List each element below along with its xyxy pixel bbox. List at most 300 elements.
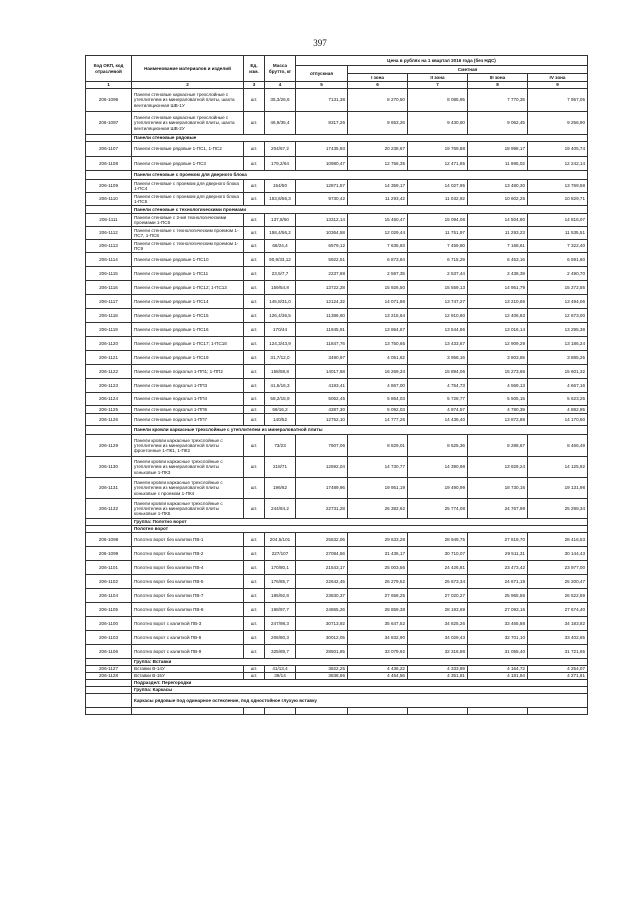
zone-3-price: 27 819,70 [468, 533, 528, 547]
item-unit: шт. [244, 603, 265, 617]
item-code: 206-1103 [86, 631, 132, 645]
item-mass: 68/24,4 [265, 240, 296, 253]
item-unit: шт. [244, 180, 265, 193]
page-number: 397 [313, 38, 327, 48]
table-row [86, 142, 588, 157]
zone-3-price: 33 465,88 [468, 617, 528, 631]
zone-3-price: 32 701,10 [468, 631, 528, 645]
price-table [85, 55, 588, 715]
item-name: Панели стеновые рядовые 1-ПС16 [132, 323, 244, 337]
zone-4-price: 7 322,40 [528, 240, 588, 253]
table-row [86, 435, 588, 457]
zone-3-price: 29 511,31 [468, 547, 528, 561]
zone-4-price: 6 591,60 [528, 253, 588, 267]
item-mass: 206/80,3 [265, 631, 296, 645]
zone-1-price: 26 279,52 [348, 575, 408, 589]
zone-4-price: 14 816,07 [528, 214, 588, 227]
zone-4-price: 15 601,32 [528, 365, 588, 379]
release-price: 10364,58 [296, 227, 348, 240]
zone-4-price: 5 623,25 [528, 393, 588, 406]
zone-3-price: 18 730,16 [468, 478, 528, 499]
item-code: 206-1110 [86, 193, 132, 206]
item-code: 206-1123 [86, 379, 132, 393]
blank-cell [408, 708, 468, 715]
item-mass: 73/23 [265, 435, 296, 457]
item-name: Панели стеновые подколья 1-ПП4 [132, 393, 244, 406]
zone-2-price: 12 471,85 [408, 157, 468, 171]
release-price: 21543,17 [296, 561, 348, 575]
zone-2-price: 9 430,60 [408, 112, 468, 135]
zone-3-price: 9 062,45 [468, 112, 528, 135]
release-price: 2237,88 [296, 267, 348, 281]
item-code: 206-1132 [86, 499, 132, 519]
release-price: 23830,37 [296, 589, 348, 603]
zone-2-price: 27 020,27 [408, 589, 468, 603]
release-price: 13312,14 [296, 214, 348, 227]
zone-1-price: 13 750,65 [348, 337, 408, 351]
blank-cell [244, 708, 265, 715]
release-price: 7607,06 [296, 435, 348, 457]
zone-4-price: 13 494,06 [528, 295, 588, 309]
header-name: Наименование материалов и изделий [132, 56, 244, 82]
item-mass: 159/54,8 [265, 281, 296, 295]
item-unit: шт. [244, 309, 265, 323]
zone-2-price: 4 351,81 [408, 673, 468, 680]
item-name: Панели стеновые подколья 1-ПП1; 1-ПП2 [132, 365, 244, 379]
item-unit: шт. [244, 673, 265, 680]
table-row [86, 561, 588, 575]
release-price: 11386,60 [296, 309, 348, 323]
zone-2-price: 8 085,95 [408, 89, 468, 112]
item-mass: 244/84,2 [265, 499, 296, 519]
zone-2-price: 14 390,98 [408, 457, 468, 478]
header-mass: Масса брутто, кг [265, 56, 296, 82]
item-mass: 154/50 [265, 180, 296, 193]
zone-3-price: 12 406,83 [468, 309, 528, 323]
zone-4-price: 4 667,16 [528, 379, 588, 393]
item-unit: шт. [244, 281, 265, 295]
zone-1-price: 19 951,19 [348, 478, 408, 499]
item-unit: шт. [244, 112, 265, 135]
item-code: 206-1131 [86, 478, 132, 499]
zone-2-price: 2 537,44 [408, 267, 468, 281]
zone-1-price: 35 647,52 [348, 617, 408, 631]
item-name: Полотно ворот без калитки ПВ-4 [132, 561, 244, 575]
zone-4-price: 13 186,24 [528, 337, 588, 351]
item-unit: шт. [244, 547, 265, 561]
column-number: 5 [296, 82, 348, 89]
item-unit: шт. [244, 617, 265, 631]
item-unit: шт. [244, 499, 265, 519]
item-name: Панели стеновые подколья 1-ПП3 [132, 379, 244, 393]
item-mass: 35,3/26,6 [265, 89, 296, 112]
zone-1-price: 33 079,92 [348, 645, 408, 659]
item-name: Панели кровли каркасные трехслойные с утеплителем из минераловатной плиты коньковые с проемом 1-ПК4 [132, 478, 244, 499]
blank-cell [265, 708, 296, 715]
table-row [86, 323, 588, 337]
release-price: 25532,06 [296, 533, 348, 547]
zone-3-price: 25 965,55 [468, 589, 528, 603]
item-code: 206-1130 [86, 457, 132, 478]
header-zone-4: IV зона [528, 74, 588, 82]
item-code: 206-1099 [86, 547, 132, 561]
release-price: 27084,56 [296, 547, 348, 561]
release-price: 12752,10 [296, 414, 348, 426]
zone-3-price: 23 473,42 [468, 561, 528, 575]
item-code: 206-1111 [86, 214, 132, 227]
zone-3-price: 4 780,39 [468, 406, 528, 414]
section-row [86, 526, 588, 533]
zone-4-price: 7 957,05 [528, 89, 588, 112]
table-row [86, 631, 588, 645]
item-unit: шт. [244, 253, 265, 267]
item-code: 206-1102 [86, 575, 132, 589]
release-price: 3822,25 [296, 666, 348, 673]
item-name: Панели стеновые подколья 1-ПП7 [132, 414, 244, 426]
section-code-cell [86, 659, 132, 666]
item-name: Полотно ворот с калиткой ПВ-9 [132, 645, 244, 659]
zone-1-price: 13 864,67 [348, 323, 408, 337]
table-row [86, 499, 588, 519]
zone-1-price: 4 867,00 [348, 379, 408, 393]
item-name: Полотно ворот без калитки ПВ-5 [132, 575, 244, 589]
zone-4-price: 4 882,95 [528, 406, 588, 414]
zone-4-price: 9 256,90 [528, 112, 588, 135]
zone-2-price: 19 490,99 [408, 478, 468, 499]
item-mass: 204,5/101 [265, 533, 296, 547]
zone-4-price: 4 271,61 [528, 673, 588, 680]
column-number: 8 [468, 82, 528, 89]
item-mass: 325/89,7 [265, 645, 296, 659]
section-title: Панели стеновые рядовые [132, 135, 588, 142]
item-unit: шт. [244, 227, 265, 240]
release-price: 7131,38 [296, 89, 348, 112]
section-code-cell [86, 680, 132, 687]
zone-3-price: 13 872,88 [468, 414, 528, 426]
zone-4-price: 15 272,55 [528, 281, 588, 295]
zone-3-price: 6 453,16 [468, 253, 528, 267]
zone-4-price: 11 535,51 [528, 227, 588, 240]
zone-2-price: 5 728,77 [408, 393, 468, 406]
zone-3-price: 13 016,14 [468, 323, 528, 337]
zone-3-price: 12 909,29 [468, 337, 528, 351]
item-mass: 218/71 [265, 457, 296, 478]
zone-3-price: 7 770,35 [468, 89, 528, 112]
item-mass: 170/44 [265, 323, 296, 337]
item-code: 206-1121 [86, 351, 132, 365]
section-code-cell [86, 694, 132, 708]
section-code-cell [86, 519, 132, 526]
zone-4-price: 8 466,49 [528, 435, 588, 457]
zone-2-price: 14 436,40 [408, 414, 468, 426]
zone-4-price: 14 170,50 [528, 414, 588, 426]
blank-cell [468, 708, 528, 715]
item-mass: 31,7/12,0 [265, 351, 296, 365]
zone-3-price: 3 803,65 [468, 351, 528, 365]
item-mass: 39/14 [265, 673, 296, 680]
item-code: 206-1105 [86, 603, 132, 617]
item-name: Панели стеновые рядовые 1-ПС3 [132, 157, 244, 171]
item-unit: шт. [244, 351, 265, 365]
zone-2-price: 13 433,67 [408, 337, 468, 351]
item-name: Панели стеновые рядовые 1-ПС12; 1-ПС13 [132, 281, 244, 295]
item-name: Панели стеновые рядовые 1-ПС10 [132, 253, 244, 267]
section-code-cell [86, 171, 132, 180]
zone-1-price: 34 832,90 [348, 631, 408, 645]
table-row [86, 478, 588, 499]
table-row [86, 112, 588, 135]
item-name: Панели стеновые каркасные трехслойные с утеплителем из минераловатной плиты, шахта вентиляционная ШВ-2У [132, 112, 244, 135]
item-unit: шт. [244, 478, 265, 499]
item-mass: 158,4/56,2 [265, 227, 296, 240]
section-title: Панели стеновые с технологическими проемами [132, 206, 588, 214]
zone-1-price: 13 215,64 [348, 309, 408, 323]
section-title: Группа: Вставки [132, 659, 588, 666]
zone-2-price: 19 769,88 [408, 142, 468, 157]
zone-1-price: 16 269,34 [348, 365, 408, 379]
section-row [86, 206, 588, 214]
item-unit: шт. [244, 379, 265, 393]
section-code-cell [86, 135, 132, 142]
item-mass: 58,2/15,9 [265, 393, 296, 406]
item-name: Панели стеновые подколья 1-ПП6 [132, 406, 244, 414]
zone-2-price: 13 747,27 [408, 295, 468, 309]
zone-2-price: 4 974,57 [408, 406, 468, 414]
table-row [86, 157, 588, 171]
item-unit: шт. [244, 157, 265, 171]
table-row [86, 617, 588, 631]
section-row [86, 694, 588, 708]
section-code-cell [86, 206, 132, 214]
section-title: Подраздел: Перегородки [132, 680, 588, 687]
item-name: Панели стеновые каркасные трехслойные с утеплителем из минераловатной плиты, шахта вентиляционная ШВ-1У [132, 89, 244, 112]
header-release-price: отпускная [296, 66, 348, 82]
zone-3-price: 13 480,30 [468, 180, 528, 193]
zone-1-price: 9 653,26 [348, 112, 408, 135]
zone-3-price: 2 438,39 [468, 267, 528, 281]
section-row [86, 426, 588, 435]
zone-3-price: 8 288,67 [468, 435, 528, 457]
item-code: 206-1101 [86, 561, 132, 575]
item-name: Панели кровли каркасные трехслойные с утеплителем из минераловатной плиты фронтонные 1-ПК1, 1-ПК2 [132, 435, 244, 457]
zone-1-price: 15 926,50 [348, 281, 408, 295]
item-mass: 204/67,2 [265, 142, 296, 157]
item-unit: шт. [244, 142, 265, 157]
blank-cell [296, 708, 348, 715]
section-title: Каркасы рядовые под одинарное остекление, под одностойное глухую вставку [132, 694, 588, 708]
item-unit: шт. [244, 193, 265, 206]
release-price: 13722,28 [296, 281, 348, 295]
zone-3-price: 18 998,17 [468, 142, 528, 157]
item-unit: шт. [244, 533, 265, 547]
zone-4-price: 19 131,98 [528, 478, 588, 499]
column-number: 4 [265, 82, 296, 89]
item-name: Панели стеновые с проемом для дверного блока 1-ПС5 [132, 193, 244, 206]
item-name: Панели стеновые рядовые 1-ПС17; 1-ПС18 [132, 337, 244, 351]
release-price: 5922,51 [296, 253, 348, 267]
release-price: 9730,42 [296, 193, 348, 206]
table-row [86, 309, 588, 323]
zone-1-price: 14 777,26 [348, 414, 408, 426]
item-mass: 198/97,7 [265, 603, 296, 617]
header-zone-2: II зона [408, 74, 468, 82]
zone-1-price: 4 436,22 [348, 666, 408, 673]
release-price: 4387,30 [296, 406, 348, 414]
release-price: 11847,76 [296, 337, 348, 351]
table-row [86, 457, 588, 478]
zone-1-price: 20 238,67 [348, 142, 408, 157]
zone-2-price: 28 193,69 [408, 603, 468, 617]
item-name: Полотно ворот с калиткой ПВ-3 [132, 617, 244, 631]
zone-2-price: 25 673,34 [408, 575, 468, 589]
zone-3-price: 11 293,23 [468, 227, 528, 240]
item-code: 206-1124 [86, 393, 132, 406]
zone-2-price: 11 751,97 [408, 227, 468, 240]
item-code: 206-1129 [86, 435, 132, 457]
table-row [86, 214, 588, 227]
item-code: 206-1096 [86, 89, 132, 112]
item-code: 206-1107 [86, 142, 132, 157]
zone-4-price: 27 674,40 [528, 603, 588, 617]
zone-4-price: 3 885,25 [528, 351, 588, 365]
section-row [86, 659, 588, 666]
zone-4-price: 4 254,07 [528, 666, 588, 673]
zone-1-price: 7 635,93 [348, 240, 408, 253]
item-mass: 140/52 [265, 414, 296, 426]
header-unit: Ед. изм. [244, 56, 265, 82]
item-unit: шт. [244, 406, 265, 414]
release-price: 12871,57 [296, 180, 348, 193]
release-price: 8317,26 [296, 112, 348, 135]
item-mass: 41,6/16,3 [265, 379, 296, 393]
item-unit: шт. [244, 240, 265, 253]
zone-4-price: 12 242,14 [528, 157, 588, 171]
zone-4-price: 30 144,43 [528, 547, 588, 561]
item-unit: шт. [244, 89, 265, 112]
release-price: 5052,45 [296, 393, 348, 406]
zone-3-price: 24 767,98 [468, 499, 528, 519]
zone-2-price: 3 958,16 [408, 351, 468, 365]
zone-1-price: 4 454,56 [348, 673, 408, 680]
release-price: 14017,68 [296, 365, 348, 379]
zone-3-price: 10 602,25 [468, 193, 528, 206]
table-row [86, 393, 588, 406]
release-price: 12692,04 [296, 457, 348, 478]
zone-4-price: 34 183,82 [528, 617, 588, 631]
table-row [86, 603, 588, 617]
header-zone-3: III зона [468, 74, 528, 82]
item-mass: 227/107 [265, 547, 296, 561]
item-unit: шт. [244, 645, 265, 659]
zone-2-price: 12 910,80 [408, 309, 468, 323]
section-row [86, 135, 588, 142]
item-mass: 179,2/64 [265, 157, 296, 171]
section-code-cell [86, 426, 132, 435]
zone-2-price: 30 710,07 [408, 547, 468, 561]
zone-3-price: 4 569,13 [468, 379, 528, 393]
item-code: 206-1125 [86, 406, 132, 414]
zone-2-price: 14 027,95 [408, 180, 468, 193]
zone-4-price: 13 295,38 [528, 323, 588, 337]
zone-3-price: 24 671,19 [468, 575, 528, 589]
zone-1-price: 6 873,84 [348, 253, 408, 267]
section-title: Панели стеновые с проемом для дверного блока [132, 171, 588, 180]
item-code: 206-1106 [86, 645, 132, 659]
table-row [86, 227, 588, 240]
section-title: Группа: Полотно ворот [132, 519, 588, 526]
table-row [86, 267, 588, 281]
zone-2-price: 24 426,81 [408, 561, 468, 575]
item-name: Панели стеновые с технологическим проемом 1-ПС9 [132, 240, 244, 253]
zone-4-price: 25 200,47 [528, 575, 588, 589]
item-code: 206-1115 [86, 267, 132, 281]
item-mass: 90,9/33,12 [265, 253, 296, 267]
item-name: Панели кровли каркасные трехслойные с утеплителем из минераловатной плиты коньковые 1-ПК3 [132, 457, 244, 478]
table-row [86, 193, 588, 206]
item-code: 206-1126 [86, 414, 132, 426]
table-row [86, 337, 588, 351]
zone-1-price: 27 658,25 [348, 589, 408, 603]
zone-2-price: 6 715,29 [408, 253, 468, 267]
release-price: 10980,47 [296, 157, 348, 171]
item-name: Вставки В-15У [132, 673, 244, 680]
item-unit: шт. [244, 214, 265, 227]
zone-2-price: 11 032,92 [408, 193, 468, 206]
item-code: 206-1120 [86, 337, 132, 351]
item-unit: шт. [244, 435, 265, 457]
column-number-row [86, 82, 588, 89]
zone-4-price: 26 522,59 [528, 589, 588, 603]
item-unit: шт. [244, 365, 265, 379]
table-row [86, 406, 588, 414]
zone-1-price: 4 051,62 [348, 351, 408, 365]
item-mass: 124,3/43,9 [265, 337, 296, 351]
table-row [86, 645, 588, 659]
table-row [86, 589, 588, 603]
item-code: 206-1122 [86, 365, 132, 379]
item-unit: шт. [244, 589, 265, 603]
zone-3-price: 13 829,24 [468, 457, 528, 478]
item-code: 206-1117 [86, 295, 132, 309]
zone-3-price: 14 951,79 [468, 281, 528, 295]
item-mass: 196/62 [265, 478, 296, 499]
item-unit: шт. [244, 337, 265, 351]
zone-4-price: 14 125,92 [528, 457, 588, 478]
item-name: Полотно ворот без калитки ПВ-8 [132, 603, 244, 617]
blank-cell [348, 708, 408, 715]
header-zone-1: I зона [348, 74, 408, 82]
item-unit: шт. [244, 393, 265, 406]
release-price: 11945,91 [296, 323, 348, 337]
section-title: Полотно ворот [132, 526, 588, 533]
release-price: 17489,96 [296, 478, 348, 499]
zone-4-price: 28 416,53 [528, 533, 588, 547]
item-name: Панели стеновые рядовые 1-ПС19 [132, 351, 244, 365]
release-price: 30713,92 [296, 617, 348, 631]
zone-2-price: 4 754,73 [408, 379, 468, 393]
item-mass: 137,8/50 [265, 214, 296, 227]
column-number: 2 [132, 82, 244, 89]
release-price: 22642,45 [296, 575, 348, 589]
zone-1-price: 2 597,35 [348, 267, 408, 281]
section-row [86, 687, 588, 694]
table-row [86, 253, 588, 267]
column-number: 6 [348, 82, 408, 89]
zone-1-price: 12 029,44 [348, 227, 408, 240]
blank-cell [528, 708, 588, 715]
release-price: 12124,32 [296, 295, 348, 309]
zone-2-price: 32 316,88 [408, 645, 468, 659]
